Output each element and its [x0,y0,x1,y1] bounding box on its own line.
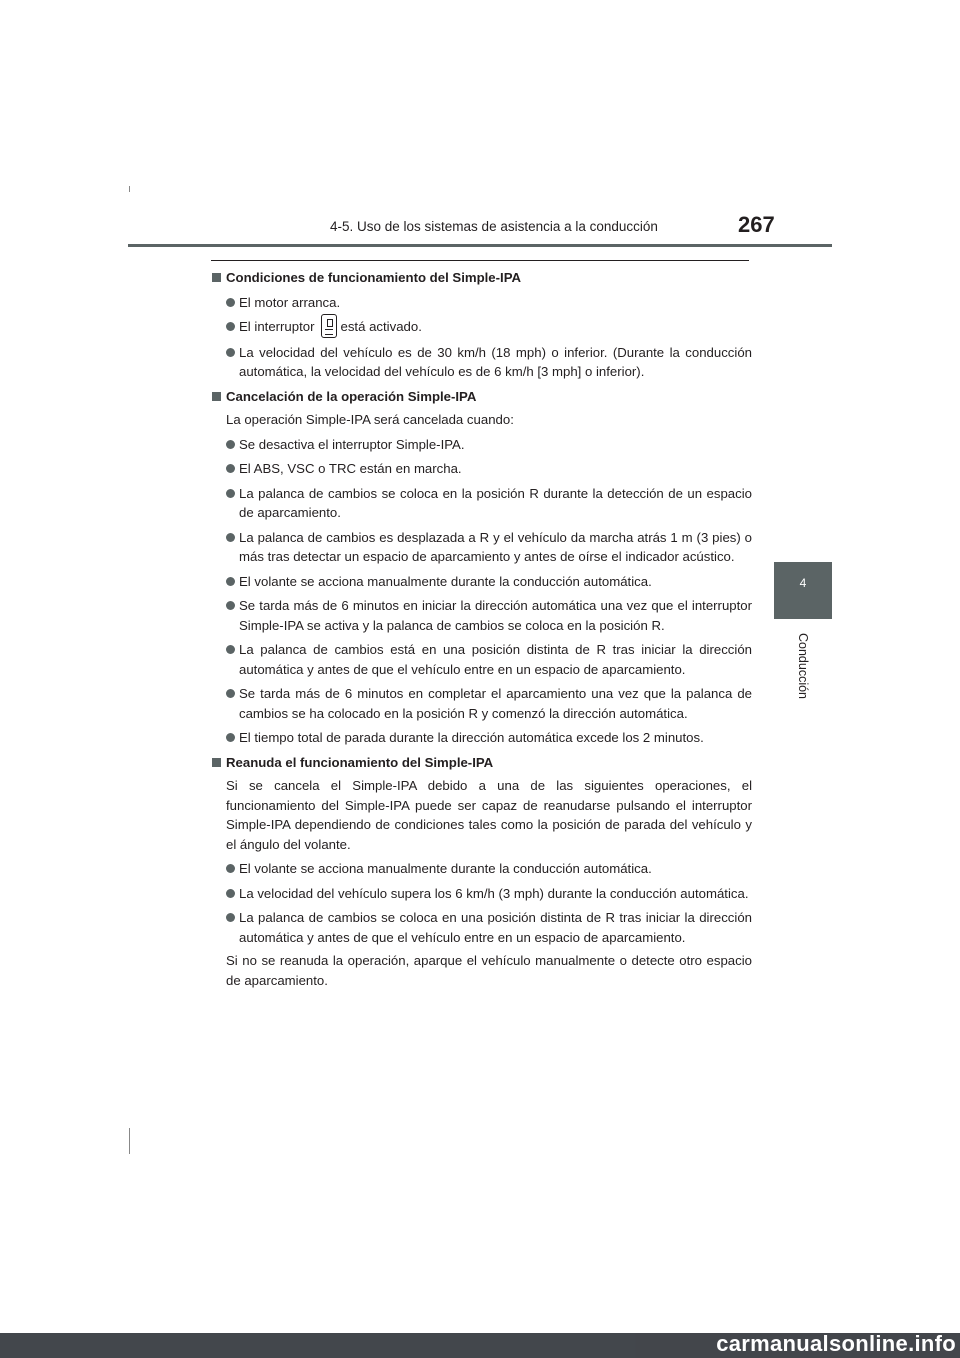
bullet-item: El tiempo total de parada durante la dirección automática excede los 2 minutos. [212,728,752,748]
section-intro: La operación Simple-IPA será cancelada cuando: [226,412,514,428]
header-section-title: 4-5. Uso de los sistemas de asistencia a la conducción [330,219,658,234]
crop-mark [129,1128,130,1154]
bullet-item: La palanca de cambios es desplazada a R y el vehículo da marcha atrás 1 m (3 pies) o más tras detectar un espacio de aparcamiento y antes de oírse el indicador acústico. [212,528,752,567]
content-body [212,268,752,990]
bullet-item: Se tarda más de 6 minutos en iniciar la dirección automática una vez que el interruptor Simple-IPA se activa y la palanca de cambios se coloca en la posición R. [212,596,752,635]
side-tab-label: Conducción [796,632,810,700]
simple-ipa-switch-icon [321,314,337,338]
bullet-item: El ABS, VSC o TRC están en marcha. [212,459,752,479]
header-rule [128,244,832,247]
content-rule [211,260,749,261]
bullet-item [212,317,752,338]
bullet-item: Se desactiva el interruptor Simple-IPA. [212,435,752,455]
section-intro: Si se cancela el Simple-IPA debido a una de las siguientes operaciones, el funcionamiento del Simple-IPA puede ser capaz de reanudarse pulsando el interruptor Simple-IPA dependiendo de condiciones tales como la posición de parada del vehículo y el ángulo del volante. [226,778,752,852]
section-heading: Reanuda el funcionamiento del Simple-IPA [212,753,752,773]
bullet-item: La velocidad del vehículo supera los 6 km/h (3 mph) durante la conducción automática. [212,884,752,904]
section-outro: Si no se reanuda la operación, aparque el vehículo manualmente o detecte otro espacio de aparcamiento. [226,953,752,988]
watermark-text[interactable]: carmanualsonline.info [716,1331,956,1356]
side-tab-number: 4 [799,576,807,590]
crop-mark [129,186,130,192]
bullet-text: El interruptor [239,319,315,334]
bullet-item: Se tarda más de 6 minutos en completar el aparcamiento una vez que la palanca de cambios se ha colocado en la posición R y comenzó la dirección automática. [212,684,752,723]
watermark-bar [0,1333,960,1358]
bullet-item: El motor arranca. [212,293,752,313]
bullet-item: La palanca de cambios se coloca en una posición distinta de R tras iniciar la dirección automática y antes de que el vehículo entre en un espacio de aparcamiento. [212,908,752,947]
bullet-item: El volante se acciona manualmente durante la conducción automática. [212,859,752,879]
bullet-item: La palanca de cambios se coloca en la posición R durante la detección de un espacio de aparcamiento. [212,484,752,523]
bullet-item: La palanca de cambios está en una posición distinta de R tras iniciar la dirección automática y antes de que el vehículo entre en un espacio de aparcamiento. [212,640,752,679]
side-tab [774,562,832,619]
section-heading: Condiciones de funcionamiento del Simple-IPA [212,268,752,288]
page-number: 267 [738,212,775,237]
section-heading: Cancelación de la operación Simple-IPA [212,387,752,407]
bullet-item: El volante se acciona manualmente durante la conducción automática. [212,572,752,592]
bullet-item: La velocidad del vehículo es de 30 km/h (18 mph) o inferior. (Durante la conducción automática, la velocidad del vehículo es de 6 km/h [3 mph] o inferior). [212,343,752,382]
bullet-text: está activado. [340,319,422,334]
